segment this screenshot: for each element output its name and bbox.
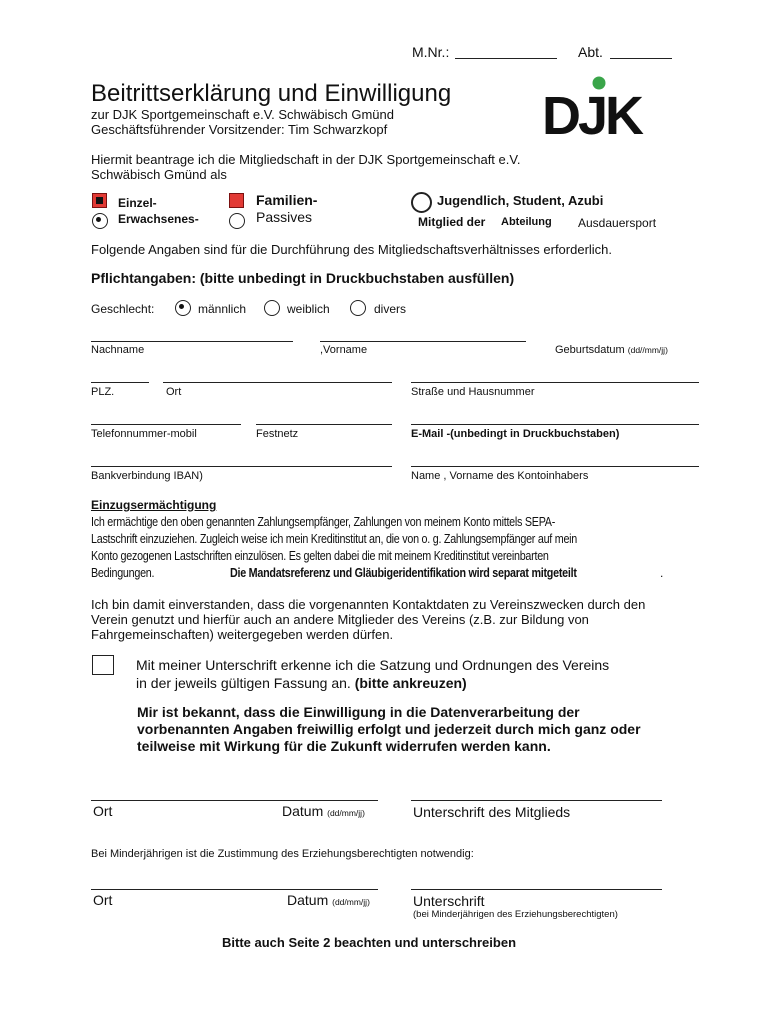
einzug-line-2: Lastschrift einzuziehen. Zugleich weise ich mein Kreditinstitut an, die von o. g. Zahlungsempfänger auf mein	[91, 532, 578, 546]
sign1-datum-label	[282, 803, 365, 819]
gender-label: Geschlecht:	[91, 302, 155, 316]
erwachsenes-label: Erwachsenes-	[118, 212, 199, 226]
telefon-field[interactable]	[91, 424, 241, 425]
sign1-ort-label: Ort	[93, 803, 113, 819]
einzug-heading: Einzugsermächtigung	[91, 498, 217, 512]
mitglied-prefix: Mitglied der	[418, 215, 486, 229]
minor-note: Bei Minderjährigen ist die Zustimmung des Erziehungsberechtigten notwendig:	[91, 848, 474, 860]
djk-logo	[540, 72, 660, 142]
plz-label: PLZ.	[91, 386, 115, 398]
sign2-datum-format: (dd/mm/jj)	[332, 897, 370, 907]
satzung-line-1: Mit meiner Unterschrift erkenne ich die Satzung und Ordnungen des Vereins	[136, 657, 610, 673]
ort-field[interactable]	[163, 382, 392, 383]
gender-female-label: weiblich	[287, 302, 330, 316]
vorname-label: ,Vorname	[320, 344, 368, 356]
sign2-datum-text: Datum	[287, 892, 329, 908]
festnetz-label: Festnetz	[256, 428, 299, 440]
abt-label: Abt.	[578, 44, 603, 60]
sign1-unterschrift-label: Unterschrift des Mitglieds	[413, 804, 571, 820]
jugendlich-label: Jugendlich, Student, Azubi	[437, 193, 604, 208]
ort-label: Ort	[166, 386, 182, 398]
gender-diverse-radio[interactable]	[350, 300, 366, 316]
iban-label: Bankverbindung IBAN)	[91, 470, 203, 482]
einzel-checkbox[interactable]	[92, 193, 107, 208]
intro-line-1: Hiermit beantrage ich die Mitgliedschaft in der DJK Sportgemeinschaft e.V.	[91, 152, 521, 167]
bekannt-line-1: Mir ist bekannt, dass die Einwilligung in die Datenverarbeitung der	[137, 704, 580, 720]
geburtsdatum-text: Geburtsdatum	[555, 344, 625, 356]
kontakt-line-1: Ich bin damit einverstanden, dass die vorgenannten Kontaktdaten zu Vereinszwecken durch den	[91, 597, 646, 612]
email-label: E-Mail -(unbedingt in Druckbuchstaben)	[411, 428, 620, 440]
einzug-line-1: Ich ermächtige den oben genannten Zahlungsempfänger, Zahlungen von meinem Konto mittels SEPA-	[91, 515, 556, 529]
intro-line-2: Schwäbisch Gmünd als	[91, 167, 227, 182]
nachname-field[interactable]	[91, 341, 293, 342]
gender-female-radio[interactable]	[264, 300, 280, 316]
strasse-label: Straße und Hausnummer	[411, 386, 535, 398]
passives-label: Passives	[256, 209, 313, 225]
bekannt-line-2: vorbenannten Angaben freiwillig erfolgt und jederzeit durch mich ganz oder	[137, 721, 641, 737]
gender-male-label: männlich	[198, 302, 247, 316]
abt-field[interactable]	[610, 58, 672, 59]
nachname-label: Nachname	[91, 344, 145, 356]
gender-diverse-label: divers	[374, 302, 407, 316]
page-title: Beitrittserklärung und Einwilligung	[91, 80, 452, 107]
plz-field[interactable]	[91, 382, 149, 383]
vorname-field[interactable]	[320, 341, 526, 342]
geburtsdatum-label	[555, 344, 668, 356]
familien-label: Familien-	[256, 192, 318, 208]
einzug-line-4c: .	[660, 566, 664, 580]
mnr-field[interactable]	[455, 58, 557, 59]
kontakt-line-2: Verein genutzt und hierfür auch an andere Mitglieder des Vereins (z.B. zur Bildung von	[91, 612, 589, 627]
bekannt-line-3: teilweise mit Wirkung für die Zukunft widerrufen werden kann.	[137, 738, 551, 754]
telefon-label: Telefonnummer-mobil	[91, 428, 197, 440]
einzug-line-3: Konto gezogenen Lastschriften einzulösen. Es gelten dabei die mit meinem Kreditinstitut vereinbarten	[91, 549, 549, 563]
kontoinhaber-label: Name , Vorname des Kontoinhabers	[411, 470, 589, 482]
subtitle-chairman: Geschäftsführender Vorsitzender: Tim Schwarzkopf	[91, 122, 388, 137]
familien-checkbox[interactable]	[229, 193, 244, 208]
sign1-unterschrift-field[interactable]	[411, 800, 662, 801]
sign1-datum-text: Datum	[282, 803, 324, 819]
erwachsenes-radio[interactable]	[92, 213, 108, 229]
einzug-line-4a: Bedingungen.	[91, 566, 155, 580]
satzung-line-2	[136, 675, 467, 691]
sign1-datum-format: (dd/mm/jj)	[327, 808, 365, 818]
einzel-label: Einzel-	[118, 196, 157, 210]
strasse-field[interactable]	[411, 382, 699, 383]
einzug-line-4b: Die Mandatsreferenz und Gläubigeridentifikation wird separat mitgeteilt	[230, 566, 577, 580]
festnetz-field[interactable]	[256, 424, 392, 425]
abteilung-label: Abteilung	[501, 216, 552, 228]
logo-text: DJK	[542, 86, 642, 142]
mnr-label: M.Nr.:	[412, 44, 450, 60]
satzung-checkbox[interactable]	[92, 655, 114, 675]
abteilung-value: Ausdauersport	[578, 216, 657, 230]
sign1-ort-datum-field[interactable]	[91, 800, 378, 801]
sign2-unterschrift-field[interactable]	[411, 889, 662, 890]
email-field[interactable]	[411, 424, 699, 425]
footer-note: Bitte auch Seite 2 beachten und unterschreiben	[222, 935, 517, 950]
satzung-line-2b: (bitte ankreuzen)	[354, 675, 467, 691]
iban-field[interactable]	[91, 466, 392, 467]
passives-radio[interactable]	[229, 213, 245, 229]
gender-male-radio[interactable]	[175, 300, 191, 316]
geburtsdatum-format: (dd//mm/jj)	[627, 345, 668, 355]
sign2-unterschrift-label: Unterschrift	[413, 893, 485, 909]
satzung-line-2a: in der jeweils gültigen Fassung an.	[136, 675, 351, 691]
sign2-ort-datum-field[interactable]	[91, 889, 378, 890]
kontakt-line-3: Fahrgemeinschaften) weitergegeben werden dürfen.	[91, 627, 394, 642]
sign2-ort-label: Ort	[93, 892, 113, 908]
pflicht-heading: Pflichtangaben: (bitte unbedingt in Druckbuchstaben ausfüllen)	[91, 270, 515, 286]
sign2-datum-label	[287, 892, 370, 908]
kontoinhaber-field[interactable]	[411, 466, 699, 467]
jugendlich-radio[interactable]	[411, 192, 432, 213]
required-info-note: Folgende Angaben sind für die Durchführung des Mitgliedschaftsverhältnisses erforderlich.	[91, 242, 613, 257]
sign2-unterschrift-note: (bei Minderjährigen des Erziehungsberechtigten)	[413, 909, 618, 920]
subtitle-club: zur DJK Sportgemeinschaft e.V. Schwäbisch Gmünd	[91, 107, 394, 122]
